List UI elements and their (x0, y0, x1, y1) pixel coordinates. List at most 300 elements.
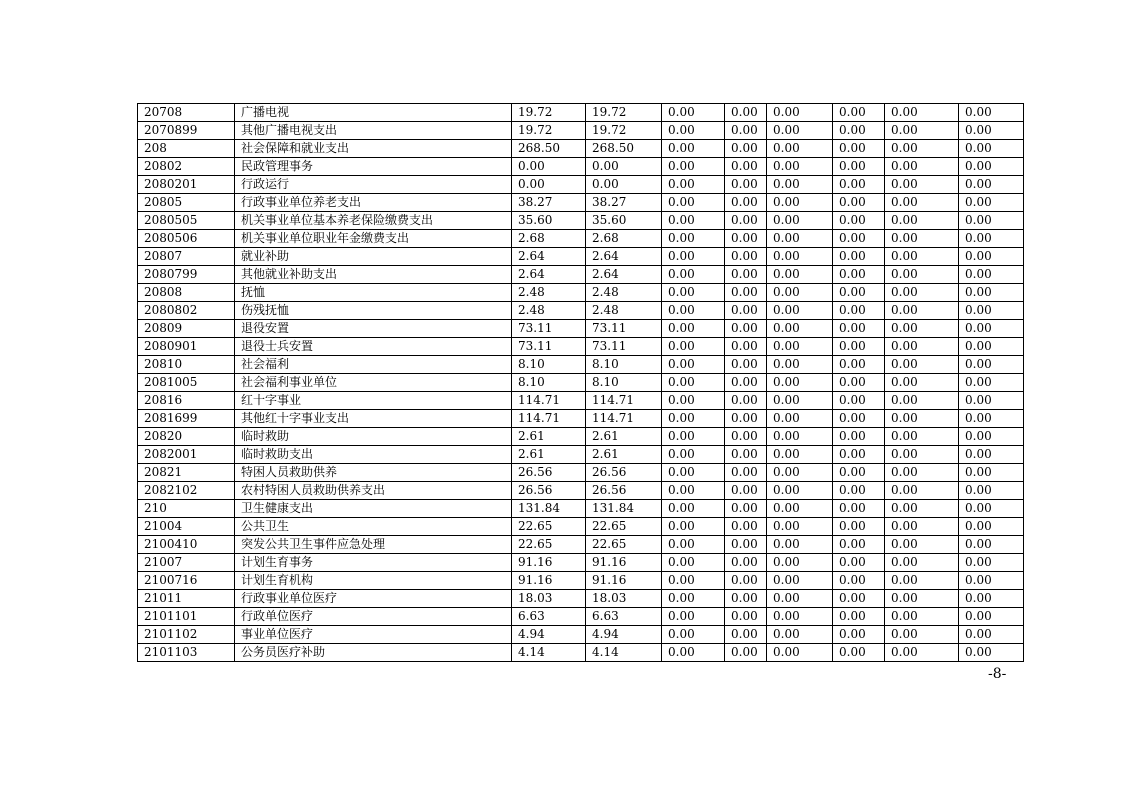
subject-name-cell: 伤残抚恤 (235, 302, 512, 320)
table-row (138, 284, 1024, 302)
total-amount-cell: 2.64 (512, 248, 586, 266)
amount-cell: 0.00 (662, 104, 725, 122)
subject-name-cell: 特困人员救助供养 (235, 464, 512, 482)
amount-cell: 0.00 (885, 158, 959, 176)
general-budget-cell: 2.61 (586, 446, 662, 464)
table-row (138, 392, 1024, 410)
subject-code-cell: 2080506 (138, 230, 235, 248)
amount-cell: 0.00 (833, 356, 885, 374)
table-row (138, 500, 1024, 518)
general-budget-cell: 26.56 (586, 482, 662, 500)
amount-cell: 0.00 (959, 104, 1024, 122)
amount-cell: 0.00 (662, 518, 725, 536)
subject-name-cell: 广播电视 (235, 104, 512, 122)
amount-cell: 0.00 (662, 428, 725, 446)
amount-cell: 0.00 (885, 644, 959, 662)
amount-cell: 0.00 (725, 536, 767, 554)
amount-cell: 0.00 (662, 266, 725, 284)
subject-name-cell: 农村特困人员救助供养支出 (235, 482, 512, 500)
amount-cell: 0.00 (833, 194, 885, 212)
amount-cell: 0.00 (959, 338, 1024, 356)
amount-cell: 0.00 (885, 284, 959, 302)
subject-name-cell: 卫生健康支出 (235, 500, 512, 518)
amount-cell: 0.00 (885, 248, 959, 266)
amount-cell: 0.00 (767, 104, 833, 122)
table-row (138, 176, 1024, 194)
total-amount-cell: 4.14 (512, 644, 586, 662)
table-row (138, 140, 1024, 158)
subject-name-cell: 临时救助 (235, 428, 512, 446)
total-amount-cell: 26.56 (512, 464, 586, 482)
subject-code-cell: 20802 (138, 158, 235, 176)
amount-cell: 0.00 (725, 230, 767, 248)
amount-cell: 0.00 (725, 374, 767, 392)
table-row (138, 230, 1024, 248)
amount-cell: 0.00 (833, 212, 885, 230)
amount-cell: 0.00 (885, 302, 959, 320)
total-amount-cell: 91.16 (512, 572, 586, 590)
general-budget-cell: 19.72 (586, 122, 662, 140)
amount-cell: 0.00 (833, 374, 885, 392)
amount-cell: 0.00 (725, 500, 767, 518)
amount-cell: 0.00 (767, 446, 833, 464)
amount-cell: 0.00 (885, 608, 959, 626)
amount-cell: 0.00 (833, 266, 885, 284)
amount-cell: 0.00 (662, 230, 725, 248)
amount-cell: 0.00 (662, 626, 725, 644)
amount-cell: 0.00 (725, 482, 767, 500)
subject-code-cell: 20807 (138, 248, 235, 266)
subject-name-cell: 突发公共卫生事件应急处理 (235, 536, 512, 554)
amount-cell: 0.00 (725, 464, 767, 482)
amount-cell: 0.00 (959, 140, 1024, 158)
amount-cell: 0.00 (725, 284, 767, 302)
amount-cell: 0.00 (767, 392, 833, 410)
amount-cell: 0.00 (885, 590, 959, 608)
amount-cell: 0.00 (725, 608, 767, 626)
amount-cell: 0.00 (959, 446, 1024, 464)
amount-cell: 0.00 (885, 374, 959, 392)
amount-cell: 0.00 (767, 554, 833, 572)
table-row (138, 302, 1024, 320)
subject-name-cell: 红十字事业 (235, 392, 512, 410)
amount-cell: 0.00 (767, 140, 833, 158)
amount-cell: 0.00 (959, 392, 1024, 410)
amount-cell: 0.00 (959, 302, 1024, 320)
subject-code-cell: 2101101 (138, 608, 235, 626)
amount-cell: 0.00 (767, 410, 833, 428)
general-budget-cell: 91.16 (586, 572, 662, 590)
general-budget-cell: 114.71 (586, 392, 662, 410)
amount-cell: 0.00 (662, 392, 725, 410)
amount-cell: 0.00 (662, 194, 725, 212)
amount-cell: 0.00 (959, 428, 1024, 446)
amount-cell: 0.00 (725, 320, 767, 338)
subject-code-cell: 208 (138, 140, 235, 158)
amount-cell: 0.00 (833, 122, 885, 140)
table-body (138, 104, 1024, 662)
amount-cell: 0.00 (885, 194, 959, 212)
amount-cell: 0.00 (767, 626, 833, 644)
amount-cell: 0.00 (767, 464, 833, 482)
general-budget-cell: 73.11 (586, 338, 662, 356)
amount-cell: 0.00 (725, 518, 767, 536)
amount-cell: 0.00 (885, 500, 959, 518)
subject-code-cell: 2081699 (138, 410, 235, 428)
subject-name-cell: 就业补助 (235, 248, 512, 266)
table-row (138, 320, 1024, 338)
subject-code-cell: 2080505 (138, 212, 235, 230)
amount-cell: 0.00 (833, 176, 885, 194)
amount-cell: 0.00 (959, 626, 1024, 644)
table-row (138, 536, 1024, 554)
total-amount-cell: 35.60 (512, 212, 586, 230)
amount-cell: 0.00 (725, 122, 767, 140)
amount-cell: 0.00 (767, 176, 833, 194)
amount-cell: 0.00 (833, 158, 885, 176)
amount-cell: 0.00 (662, 140, 725, 158)
table-row (138, 572, 1024, 590)
amount-cell: 0.00 (662, 374, 725, 392)
subject-name-cell: 行政事业单位养老支出 (235, 194, 512, 212)
amount-cell: 0.00 (662, 464, 725, 482)
amount-cell: 0.00 (725, 194, 767, 212)
amount-cell: 0.00 (885, 482, 959, 500)
general-budget-cell: 22.65 (586, 536, 662, 554)
amount-cell: 0.00 (767, 536, 833, 554)
subject-code-cell: 21007 (138, 554, 235, 572)
total-amount-cell: 8.10 (512, 356, 586, 374)
amount-cell: 0.00 (767, 320, 833, 338)
amount-cell: 0.00 (959, 284, 1024, 302)
subject-code-cell: 2080799 (138, 266, 235, 284)
amount-cell: 0.00 (959, 500, 1024, 518)
table-row (138, 590, 1024, 608)
amount-cell: 0.00 (725, 248, 767, 266)
table-row (138, 212, 1024, 230)
total-amount-cell: 8.10 (512, 374, 586, 392)
general-budget-cell: 4.14 (586, 644, 662, 662)
table-row (138, 194, 1024, 212)
table-row (138, 608, 1024, 626)
amount-cell: 0.00 (833, 248, 885, 266)
amount-cell: 0.00 (833, 644, 885, 662)
general-budget-cell: 18.03 (586, 590, 662, 608)
amount-cell: 0.00 (959, 266, 1024, 284)
amount-cell: 0.00 (662, 302, 725, 320)
amount-cell: 0.00 (767, 338, 833, 356)
amount-cell: 0.00 (662, 284, 725, 302)
total-amount-cell: 114.71 (512, 392, 586, 410)
amount-cell: 0.00 (662, 644, 725, 662)
general-budget-cell: 4.94 (586, 626, 662, 644)
general-budget-cell: 2.48 (586, 284, 662, 302)
amount-cell: 0.00 (959, 122, 1024, 140)
amount-cell: 0.00 (959, 374, 1024, 392)
amount-cell: 0.00 (833, 482, 885, 500)
subject-code-cell: 21011 (138, 590, 235, 608)
subject-name-cell: 民政管理事务 (235, 158, 512, 176)
amount-cell: 0.00 (662, 536, 725, 554)
subject-code-cell: 2081005 (138, 374, 235, 392)
total-amount-cell: 19.72 (512, 122, 586, 140)
amount-cell: 0.00 (885, 356, 959, 374)
total-amount-cell: 2.48 (512, 302, 586, 320)
amount-cell: 0.00 (767, 428, 833, 446)
amount-cell: 0.00 (885, 518, 959, 536)
amount-cell: 0.00 (725, 554, 767, 572)
amount-cell: 0.00 (833, 428, 885, 446)
amount-cell: 0.00 (767, 122, 833, 140)
amount-cell: 0.00 (959, 356, 1024, 374)
subject-name-cell: 行政单位医疗 (235, 608, 512, 626)
amount-cell: 0.00 (725, 446, 767, 464)
amount-cell: 0.00 (767, 194, 833, 212)
total-amount-cell: 4.94 (512, 626, 586, 644)
subject-name-cell: 计划生育机构 (235, 572, 512, 590)
amount-cell: 0.00 (885, 392, 959, 410)
total-amount-cell: 19.72 (512, 104, 586, 122)
general-budget-cell: 2.61 (586, 428, 662, 446)
subject-name-cell: 其他广播电视支出 (235, 122, 512, 140)
amount-cell: 0.00 (959, 194, 1024, 212)
amount-cell: 0.00 (725, 176, 767, 194)
table-row (138, 428, 1024, 446)
amount-cell: 0.00 (959, 590, 1024, 608)
amount-cell: 0.00 (767, 248, 833, 266)
amount-cell: 0.00 (662, 500, 725, 518)
subject-code-cell: 20810 (138, 356, 235, 374)
total-amount-cell: 2.61 (512, 428, 586, 446)
amount-cell: 0.00 (885, 212, 959, 230)
amount-cell: 0.00 (767, 518, 833, 536)
general-budget-cell: 8.10 (586, 374, 662, 392)
amount-cell: 0.00 (833, 572, 885, 590)
total-amount-cell: 73.11 (512, 320, 586, 338)
amount-cell: 0.00 (833, 590, 885, 608)
amount-cell: 0.00 (662, 338, 725, 356)
amount-cell: 0.00 (725, 158, 767, 176)
amount-cell: 0.00 (662, 158, 725, 176)
amount-cell: 0.00 (767, 482, 833, 500)
total-amount-cell: 2.64 (512, 266, 586, 284)
amount-cell: 0.00 (959, 644, 1024, 662)
amount-cell: 0.00 (833, 626, 885, 644)
general-budget-cell: 2.64 (586, 266, 662, 284)
amount-cell: 0.00 (662, 446, 725, 464)
amount-cell: 0.00 (885, 266, 959, 284)
amount-cell: 0.00 (662, 590, 725, 608)
total-amount-cell: 26.56 (512, 482, 586, 500)
general-budget-cell: 0.00 (586, 176, 662, 194)
table-row (138, 338, 1024, 356)
general-budget-cell: 268.50 (586, 140, 662, 158)
amount-cell: 0.00 (725, 590, 767, 608)
total-amount-cell: 131.84 (512, 500, 586, 518)
amount-cell: 0.00 (833, 140, 885, 158)
subject-name-cell: 抚恤 (235, 284, 512, 302)
amount-cell: 0.00 (767, 302, 833, 320)
subject-code-cell: 20820 (138, 428, 235, 446)
amount-cell: 0.00 (662, 608, 725, 626)
amount-cell: 0.00 (959, 212, 1024, 230)
general-budget-cell: 2.48 (586, 302, 662, 320)
amount-cell: 0.00 (833, 554, 885, 572)
amount-cell: 0.00 (885, 626, 959, 644)
table-row (138, 644, 1024, 662)
amount-cell: 0.00 (833, 500, 885, 518)
amount-cell: 0.00 (725, 410, 767, 428)
total-amount-cell: 6.63 (512, 608, 586, 626)
general-budget-cell: 114.71 (586, 410, 662, 428)
amount-cell: 0.00 (725, 392, 767, 410)
amount-cell: 0.00 (767, 572, 833, 590)
subject-name-cell: 其他红十字事业支出 (235, 410, 512, 428)
subject-name-cell: 其他就业补助支出 (235, 266, 512, 284)
amount-cell: 0.00 (885, 464, 959, 482)
general-budget-cell: 2.68 (586, 230, 662, 248)
subject-code-cell: 20808 (138, 284, 235, 302)
amount-cell: 0.00 (833, 230, 885, 248)
amount-cell: 0.00 (725, 140, 767, 158)
subject-name-cell: 退役安置 (235, 320, 512, 338)
amount-cell: 0.00 (833, 608, 885, 626)
amount-cell: 0.00 (767, 230, 833, 248)
subject-code-cell: 20708 (138, 104, 235, 122)
amount-cell: 0.00 (767, 212, 833, 230)
amount-cell: 0.00 (885, 230, 959, 248)
amount-cell: 0.00 (833, 446, 885, 464)
amount-cell: 0.00 (833, 338, 885, 356)
subject-code-cell: 2080901 (138, 338, 235, 356)
total-amount-cell: 18.03 (512, 590, 586, 608)
subject-code-cell: 2080201 (138, 176, 235, 194)
subject-code-cell: 2080802 (138, 302, 235, 320)
general-budget-cell: 19.72 (586, 104, 662, 122)
subject-code-cell: 20821 (138, 464, 235, 482)
amount-cell: 0.00 (767, 500, 833, 518)
amount-cell: 0.00 (833, 536, 885, 554)
amount-cell: 0.00 (959, 518, 1024, 536)
amount-cell: 0.00 (725, 572, 767, 590)
page-number: -8- (988, 666, 1007, 682)
amount-cell: 0.00 (767, 284, 833, 302)
amount-cell: 0.00 (885, 140, 959, 158)
subject-code-cell: 2101102 (138, 626, 235, 644)
total-amount-cell: 0.00 (512, 158, 586, 176)
amount-cell: 0.00 (725, 338, 767, 356)
total-amount-cell: 0.00 (512, 176, 586, 194)
subject-name-cell: 公共卫生 (235, 518, 512, 536)
total-amount-cell: 22.65 (512, 536, 586, 554)
table-row (138, 374, 1024, 392)
general-budget-cell: 6.63 (586, 608, 662, 626)
total-amount-cell: 38.27 (512, 194, 586, 212)
amount-cell: 0.00 (767, 374, 833, 392)
subject-name-cell: 临时救助支出 (235, 446, 512, 464)
total-amount-cell: 2.68 (512, 230, 586, 248)
amount-cell: 0.00 (833, 284, 885, 302)
amount-cell: 0.00 (662, 482, 725, 500)
subject-code-cell: 21004 (138, 518, 235, 536)
general-budget-cell: 2.64 (586, 248, 662, 266)
subject-code-cell: 210 (138, 500, 235, 518)
amount-cell: 0.00 (725, 428, 767, 446)
subject-name-cell: 退役士兵安置 (235, 338, 512, 356)
amount-cell: 0.00 (662, 572, 725, 590)
amount-cell: 0.00 (662, 176, 725, 194)
amount-cell: 0.00 (959, 554, 1024, 572)
amount-cell: 0.00 (767, 356, 833, 374)
general-budget-cell: 73.11 (586, 320, 662, 338)
total-amount-cell: 114.71 (512, 410, 586, 428)
subject-code-cell: 20816 (138, 392, 235, 410)
table-row (138, 122, 1024, 140)
amount-cell: 0.00 (767, 608, 833, 626)
amount-cell: 0.00 (959, 320, 1024, 338)
general-budget-cell: 26.56 (586, 464, 662, 482)
amount-cell: 0.00 (725, 104, 767, 122)
amount-cell: 0.00 (833, 518, 885, 536)
amount-cell: 0.00 (662, 320, 725, 338)
amount-cell: 0.00 (767, 644, 833, 662)
amount-cell: 0.00 (833, 104, 885, 122)
subject-code-cell: 2082001 (138, 446, 235, 464)
amount-cell: 0.00 (885, 428, 959, 446)
subject-code-cell: 2100716 (138, 572, 235, 590)
table-row (138, 482, 1024, 500)
amount-cell: 0.00 (725, 266, 767, 284)
general-budget-cell: 38.27 (586, 194, 662, 212)
subject-name-cell: 事业单位医疗 (235, 626, 512, 644)
total-amount-cell: 2.48 (512, 284, 586, 302)
amount-cell: 0.00 (833, 302, 885, 320)
amount-cell: 0.00 (767, 158, 833, 176)
amount-cell: 0.00 (833, 410, 885, 428)
amount-cell: 0.00 (959, 536, 1024, 554)
table-row (138, 104, 1024, 122)
table-row (138, 626, 1024, 644)
total-amount-cell: 91.16 (512, 554, 586, 572)
subject-name-cell: 机关事业单位职业年金缴费支出 (235, 230, 512, 248)
amount-cell: 0.00 (885, 572, 959, 590)
amount-cell: 0.00 (833, 320, 885, 338)
table-row (138, 248, 1024, 266)
subject-code-cell: 2082102 (138, 482, 235, 500)
amount-cell: 0.00 (885, 410, 959, 428)
amount-cell: 0.00 (833, 392, 885, 410)
budget-expenditure-table (137, 103, 1024, 662)
subject-code-cell: 20809 (138, 320, 235, 338)
total-amount-cell: 73.11 (512, 338, 586, 356)
amount-cell: 0.00 (885, 104, 959, 122)
amount-cell: 0.00 (959, 158, 1024, 176)
subject-name-cell: 社会保障和就业支出 (235, 140, 512, 158)
subject-name-cell: 公务员医疗补助 (235, 644, 512, 662)
amount-cell: 0.00 (959, 410, 1024, 428)
general-budget-cell: 0.00 (586, 158, 662, 176)
table-row (138, 464, 1024, 482)
amount-cell: 0.00 (725, 302, 767, 320)
total-amount-cell: 22.65 (512, 518, 586, 536)
total-amount-cell: 2.61 (512, 446, 586, 464)
amount-cell: 0.00 (662, 356, 725, 374)
table-row (138, 410, 1024, 428)
amount-cell: 0.00 (725, 644, 767, 662)
subject-code-cell: 20805 (138, 194, 235, 212)
general-budget-cell: 131.84 (586, 500, 662, 518)
amount-cell: 0.00 (767, 590, 833, 608)
